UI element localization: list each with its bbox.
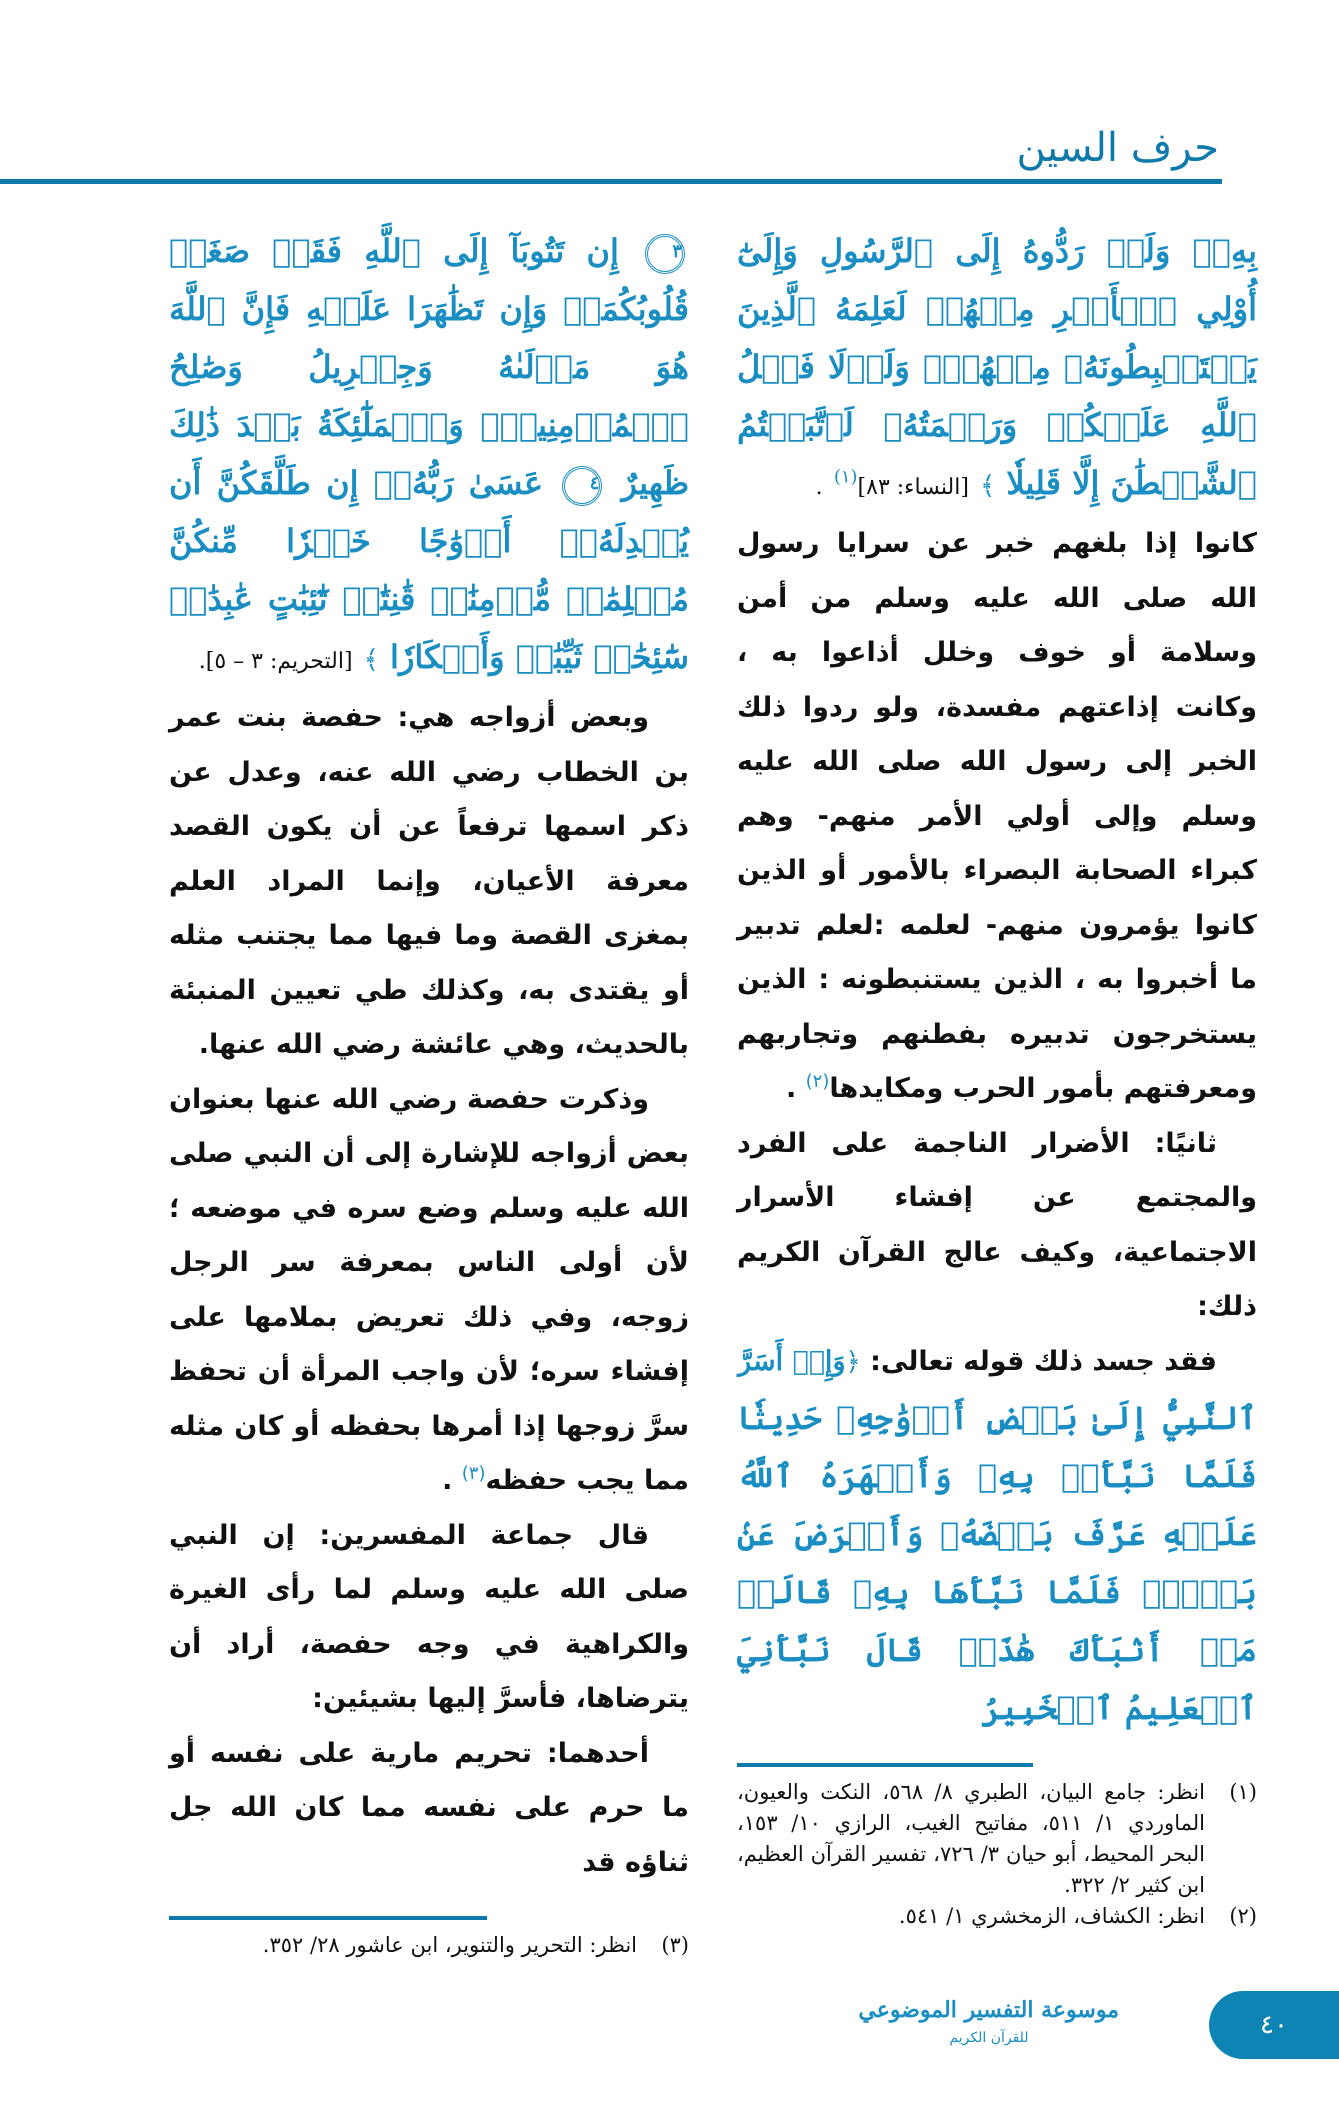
footnote-divider: [737, 1763, 1033, 1767]
verse-line: رَبُّهُۥٓ إِن طَلَّقَكُنَّ أَن يُبۡدِلَهُۥٓ أَزۡوَٰجًا خَيۡرٗا مِّنكُنَّ مُسۡلِمَٰتٖ: [169, 464, 690, 618]
paragraph-text: فقد جسد ذلك قوله تعالى:: [870, 1345, 1217, 1377]
quran-verse-nisa: [737, 222, 1257, 517]
page-columns: [0, 200, 1339, 1961]
footnotes: [737, 1777, 1257, 1932]
verse-line: وَأَبۡكَارٗا: [390, 638, 505, 676]
footnote-text: انظر: التحرير والتنوير، ابن عاشور ٢٨/ ٣٥٢.: [262, 1933, 637, 1957]
right-column: [737, 222, 1257, 1932]
verse-open-ornament: ﴿: [845, 1346, 861, 1377]
footnote: [169, 1930, 689, 1961]
footnote-divider: [169, 1916, 487, 1920]
verse-reference: [النساء: ٨٣]: [857, 475, 969, 500]
page-footer: [0, 1991, 1339, 2101]
verse-line: ٱلۡأَمۡرِ مِنۡهُمۡ لَعَلِمَهُ ٱلَّذِينَ يَسۡتَنۢبِطُونَهُۥ مِنۡهُمۡۗ: [737, 290, 1258, 386]
footnotes: [169, 1930, 689, 1961]
verse-line: مُّؤۡمِنَٰتٖ قَٰنِتَٰتٖ تَٰٓئِبَٰتٍ عَٰبِدَٰتٖ سَٰٓئِحَٰتٖ ثَيِّبَٰتٖ: [169, 580, 689, 676]
paragraph: [169, 1509, 689, 1727]
paragraph: [737, 1117, 1257, 1335]
footnote-marker-3[interactable]: (٣): [461, 1463, 486, 1484]
quran-verse-tahrim-3-5: [169, 222, 689, 691]
section-lead: أحدهما:: [546, 1737, 649, 1769]
verse-line: بِهِۦ قَالَتۡ مَنۡ أَنۢبَأَكَ هَٰذَاۖ قَالَ نَبَّأَنِيَ ٱلۡعَلِيمُ ٱلۡخَبِيرُ: [737, 1573, 1257, 1727]
verse-line: ٱلشَّيۡطَٰنَ إِلَّا قَلِيلٗا: [1006, 464, 1257, 502]
ayah-number-marker: ٣: [645, 234, 685, 274]
chapter-title: حرف السين: [1016, 125, 1219, 171]
page-number-badge: ٤٠: [1209, 1991, 1339, 2059]
footnote-text: انظر: جامع البيان، الطبري ٨/ ٥٦٨، النكت والعيون، الماوردي ١/ ٥١١، مفاتيح الغيب، الرازي ١٠/ ١٥٣، البحر المحيط، أبو حيان ٣/ ٧٢٦، تفسير القرآن العظيم، ابن كثير ٢/ ٣٢٢.: [737, 1780, 1205, 1897]
verse-line: ٱلۡمُؤۡمِنِينَۖ وَٱلۡمَلَٰٓئِكَةُ بَعۡدَ ذَٰلِكَ ظَهِيرٌ: [169, 406, 690, 502]
footnote-text: انظر: الكشاف، الزمخشري ١/ ٥٤١.: [898, 1904, 1205, 1928]
footnote-marker-2[interactable]: (٢): [805, 1071, 830, 1092]
logo-subtitle: للقرآن الكريم: [949, 2030, 1029, 2046]
verse-end-period: .: [198, 649, 206, 674]
paragraph-text: وبعض أزواجه هي: حفصة بنت عمر بن الخطاب رضي الله عنه، وعدل عن ذكر اسمها ترفعاً عن أن يكون القصد معرفة الأعيان، وإنما المراد العلم بمغزى القصة وما فيها مما يجتنب مثله أو يقتدى به، وكذلك طي تعيين المنبئة بالحديث، وهي عائشة رضي الله عنها.: [169, 702, 689, 1060]
footnote-number: (٢): [1229, 1904, 1257, 1928]
footnote: [737, 1777, 1257, 1901]
verse-line: عَسَىٰ: [468, 464, 544, 502]
paragraph: [169, 1727, 689, 1891]
verse-close-ornament: ﴾: [980, 471, 996, 501]
paragraph: [737, 517, 1257, 1117]
verse-line: تَظَٰهَرَا عَلَيۡهِ فَإِنَّ ٱللَّهَ هُوَ مَوۡلَىٰهُ وَجِبۡرِيلُ وَصَٰلِحُ: [169, 290, 689, 386]
left-column: [169, 222, 689, 1961]
encyclopedia-logo: [859, 1991, 1119, 2063]
paragraph: [737, 1335, 1257, 1390]
verse-line: إِن تَتُوبَآ إِلَى ٱللَّهِ فَقَدۡ صَغَتۡ قُلُوبُكُمَاۖ وَإِن: [169, 232, 689, 328]
paragraph-text: وذكرت حفصة رضي الله عنها بعنوان بعض أزواجه للإشارة إلى أن النبي صلى الله عليه وسلم وضع سره في موضعه ؛ لأن أولى الناس بمعرفة سر الرجل زوجه، وفي ذلك تعريض بملامها على إفشاء سره؛ لأن واجب المرأة أن تحفظ سرَّ زوجها إذا أمرها بحفظه أو كان مثله مما يجب حفظه: [169, 1083, 689, 1496]
logo-title: موسوعة التفسير الموضوعي: [858, 1997, 1119, 2023]
paragraph-end: .: [785, 1073, 797, 1104]
footnote: [737, 1901, 1257, 1932]
verse-start: وَإِذۡ أَسَرَّ: [738, 1345, 846, 1377]
footnote-marker-1[interactable]: (١): [833, 466, 858, 488]
verse-reference: [التحريم: ٣ – ٥]: [205, 649, 353, 674]
header-divider: [0, 179, 1222, 184]
verse-line: وَلَوۡلَا فَضۡلُ ٱللَّهِ عَلَيۡكُمۡ وَرَحۡمَتُهُۥ لَٱتَّبَعۡتُمُ: [737, 348, 1257, 444]
paragraph-text: الأضرار الناجمة على الفرد والمجتمع عن إفشاء الأسرار الاجتماعية، وكيف عالج القرآن الكريم ذلك:: [737, 1127, 1257, 1322]
paragraph: [169, 691, 689, 1073]
verse-line: ٱلنَّبِيُّ إِلَىٰ بَعۡضِ أَزۡوَٰجِهِۦ حَدِيثٗا فَلَمَّا نَبَّأَتۡ بِهِۦ وَأَظۡهَرَهُ: [737, 1399, 1258, 1495]
footnote-number: (٣): [661, 1933, 689, 1957]
section-lead: ثانيًا:: [1154, 1127, 1217, 1159]
footnote-number: (١): [1229, 1780, 1257, 1804]
verse-close-ornament: ﴾: [363, 645, 379, 675]
ayah-number-marker: ٤: [562, 466, 602, 506]
paragraph-end: .: [442, 1465, 453, 1496]
quran-verse-tahrim-3: [737, 1389, 1257, 1737]
paragraph-text: تحريم مارية على نفسه أو ما حرم على نفسه مما كان الله جل ثناؤه قد: [169, 1737, 689, 1878]
paragraph-text: قال جماعة المفسرين: إن النبي صلى الله عليه وسلم لما رأى الغيرة والكراهية في وجه حفصة، أراد أن يترضاها، فأسرَّ إليها بشيئين:: [169, 1519, 689, 1714]
page-header: [0, 0, 1339, 200]
paragraph: [169, 1073, 689, 1509]
paragraph-text: كانوا إذا بلغهم خبر عن سرايا رسول الله صلى الله عليه وسلم من أمن وسلامة أو خوف وخلل أذاعوا به ، وكانت إذاعتهم مفسدة، ولو ردوا ذلك الخبر إلى رسول الله صلى الله عليه وسلم وإلى أولي الأمر منهم- وهم كبراء الصحابة البصراء بالأمور أو الذين كانوا يؤمرون منهم- لعلمه :لعلم تدبير ما أخبروا به ، الذين يستنبطونه : الذين يستخرجون تدبيره بفطنهم وتجاربهم ومعرفتهم بأمور الحرب ومكايدها: [737, 528, 1257, 1104]
verse-end-period: .: [815, 475, 823, 500]
verse-line: ٱللَّهُ عَلَيۡهِ عَرَّفَ بَعۡضَهُۥ وَأَعۡرَضَ عَنۢ بَعۡضٖۖ فَلَمَّا نَبَّأَهَا: [737, 1457, 1257, 1611]
verse-line: بِهِۦۖ وَلَوۡ رَدُّوهُ إِلَى ٱلرَّسُولِ وَإِلَىٰٓ أُوْلِي: [737, 232, 1258, 328]
